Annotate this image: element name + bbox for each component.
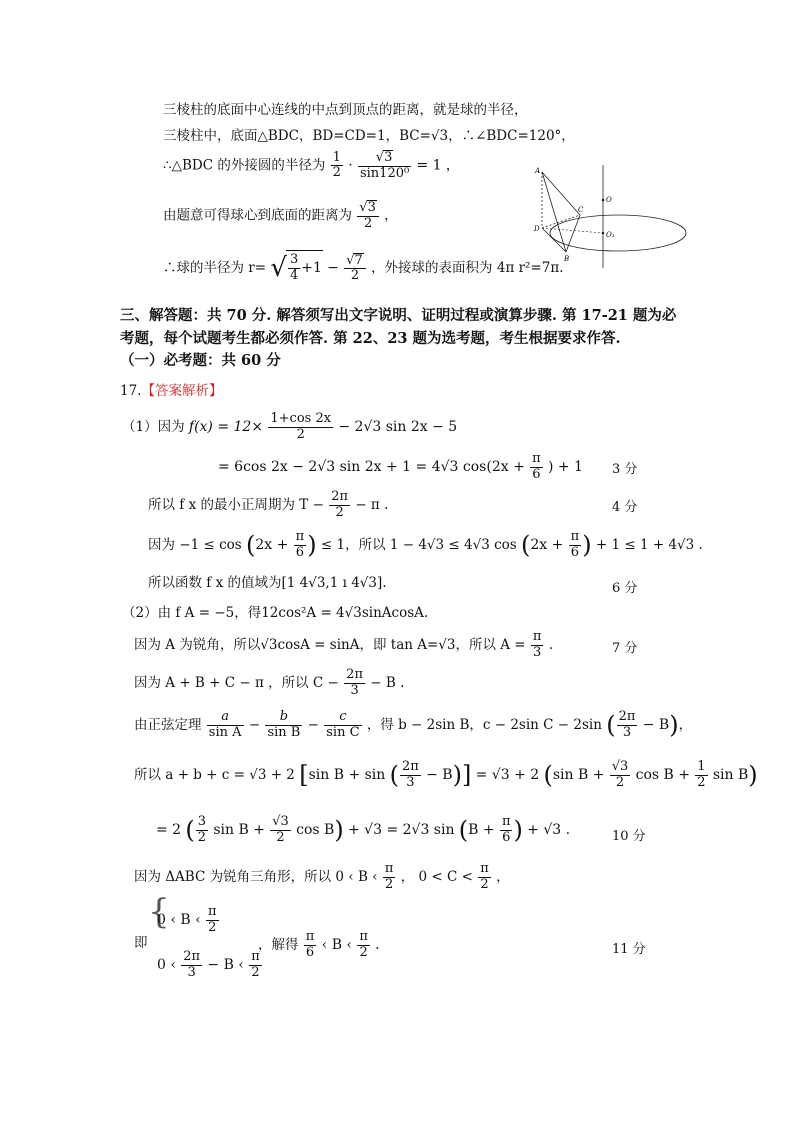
label-c: C <box>578 206 584 214</box>
label-a: A <box>535 167 541 175</box>
fraction-root7-over-2: $\frac{√7}{2}$ <box>344 253 366 285</box>
sum-line: 所以 a + b + c = √3 + 2 [sin B + sin ( $\frac{2\pi}{3}$ − B)] = √3 + 2 (sin B + $\frac{√3}{2}$ cos B + $\frac{1}{2}$ sin B) <box>134 759 758 790</box>
period-line: 所以 f x 的最小正周期为 T − $\frac{2\pi}{2}$ − π . <box>148 489 389 520</box>
p2-line-2: 因为 A 为锐角，所以√3cosA = sinA，即 tan A=√3，所以 A = $\frac{\pi}{3}$ . <box>134 629 554 660</box>
answer-analysis-tag: 【答案解析】 <box>141 383 223 399</box>
solution-line: ，解得 $\frac{\pi}{6}$ ‹ B ‹ $\frac{\pi}{2}$ . <box>258 929 380 960</box>
score-6: 6 分 <box>612 581 638 596</box>
score-7: 7 分 <box>612 641 638 656</box>
section-title-2: 考题，每个试题考生都必须作答. 第 22、23 题为选考题，考生根据要求作答. <box>120 330 621 347</box>
p2-line-1: （2）由 f A = −5，得12cos²A = 4√3sinAcosA. <box>122 605 429 621</box>
label-b: B <box>564 255 570 263</box>
q17-header: 17.【答案解析】 <box>120 383 223 399</box>
score-3: 3 分 <box>612 462 638 477</box>
system-brace: { <box>148 892 170 932</box>
intro-line-4: 由题意可得球心到底面的距离为 $\frac{√3}{2}$ ， <box>163 200 398 231</box>
section-subtitle: （一）必考题：共 60 分 <box>120 352 281 369</box>
intro-line-5: ∴球的半径为 r= √ $\frac{3}{4}$ +1 − $\frac{√7}{2}$ ，外接球的表面积为 4π r²=7π. <box>163 252 564 284</box>
sphere-prism-figure <box>530 160 690 270</box>
fraction-root3-over-sin120: $\frac{√3}{\text{sin120⁰}}$ <box>359 150 410 181</box>
score-4: 4 分 <box>612 500 638 515</box>
line-10: = 2 ( $\frac{3}{2}$ sin B + $\frac{√3}{2}$ cos B) + √3 = 2√3 sin (B + $\frac{\pi}{6}$ ) + √3 . <box>156 814 571 845</box>
score-10: 10 分 <box>612 829 646 844</box>
score-11: 11 分 <box>612 942 646 957</box>
sine-rule-line: 由正弦定理 $\frac{a}{\text{sin A}}$ − $\frac{b}{\text{sin B}}$ − $\frac{c}{\text{sin C}}$ ，得 b − 2sin B，c − 2sin C − 2sin ( $\frac{2\pi}{3}$ − B)， <box>134 709 693 740</box>
acute-line: 因为 ΔABC 为锐角三角形，所以 0 ‹ B ‹ $\frac{\pi}{2}$ ， 0 < C < $\frac{\pi}{2}$ ， <box>134 861 510 892</box>
p1-line-1: （1）因为 f(x) = 12× $\frac{1+\cos 2x}{2}$ − 2√3 sin 2x − 5 <box>122 411 458 442</box>
intro-line-1: 三棱柱的底面中心连线的中点到顶点的距离，就是球的半径， <box>163 102 528 118</box>
fraction-root3-over-2: $\frac{√3}{2}$ <box>357 200 379 232</box>
system-row-1: 0 ‹ B ‹ $\frac{\pi}{2}$ <box>157 904 217 935</box>
system-label: 即 <box>134 935 148 951</box>
fraction-one-half: $\frac{1}{2}$ <box>332 149 341 181</box>
range-line: 所以函数 f x 的值域为[1 4√3,1 ı 4√3]. <box>148 575 387 591</box>
p1-line-2: = 6cos 2x − 2√3 sin 2x + 1 = 4√3 cos(2x + $\frac{\pi}{6}$ ) + 1 <box>218 451 583 482</box>
p2-line-3: 因为 A + B + C − π ，所以 C − $\frac{2\pi}{3}$ − B . <box>134 667 405 698</box>
section-title: 三、解答题：共 70 分. 解答须写出文字说明、证明过程或演算步骤. 第 17-21 题为必 <box>120 307 677 324</box>
label-d: D <box>534 225 540 233</box>
system-row-2: 0 ‹ $\frac{2\pi}{3}$ − B ‹ $\frac{\pi}{2}$ <box>157 949 260 980</box>
intro-line-3: ∴△BDC 的外接圆的半径为 $\frac{1}{2}$ · $\frac{√3}{\text{sin120⁰}}$ = 1 ， <box>163 149 460 181</box>
intro-line-2: 三棱柱中，底面△BDC，BD=CD=1，BC=√3，∴∠BDC=120°， <box>163 128 575 144</box>
label-o: O <box>606 196 612 204</box>
inequality-line: 因为 −1 ≤ cos (2x + $\frac{\pi}{6}$ ) ≤ 1，所以 1 − 4√3 ≤ 4√3 cos (2x + $\frac{\pi}{6}$ ) + 1 ≤ 1 + 4√3 . <box>148 529 703 560</box>
label-o1: O₁ <box>606 231 615 239</box>
